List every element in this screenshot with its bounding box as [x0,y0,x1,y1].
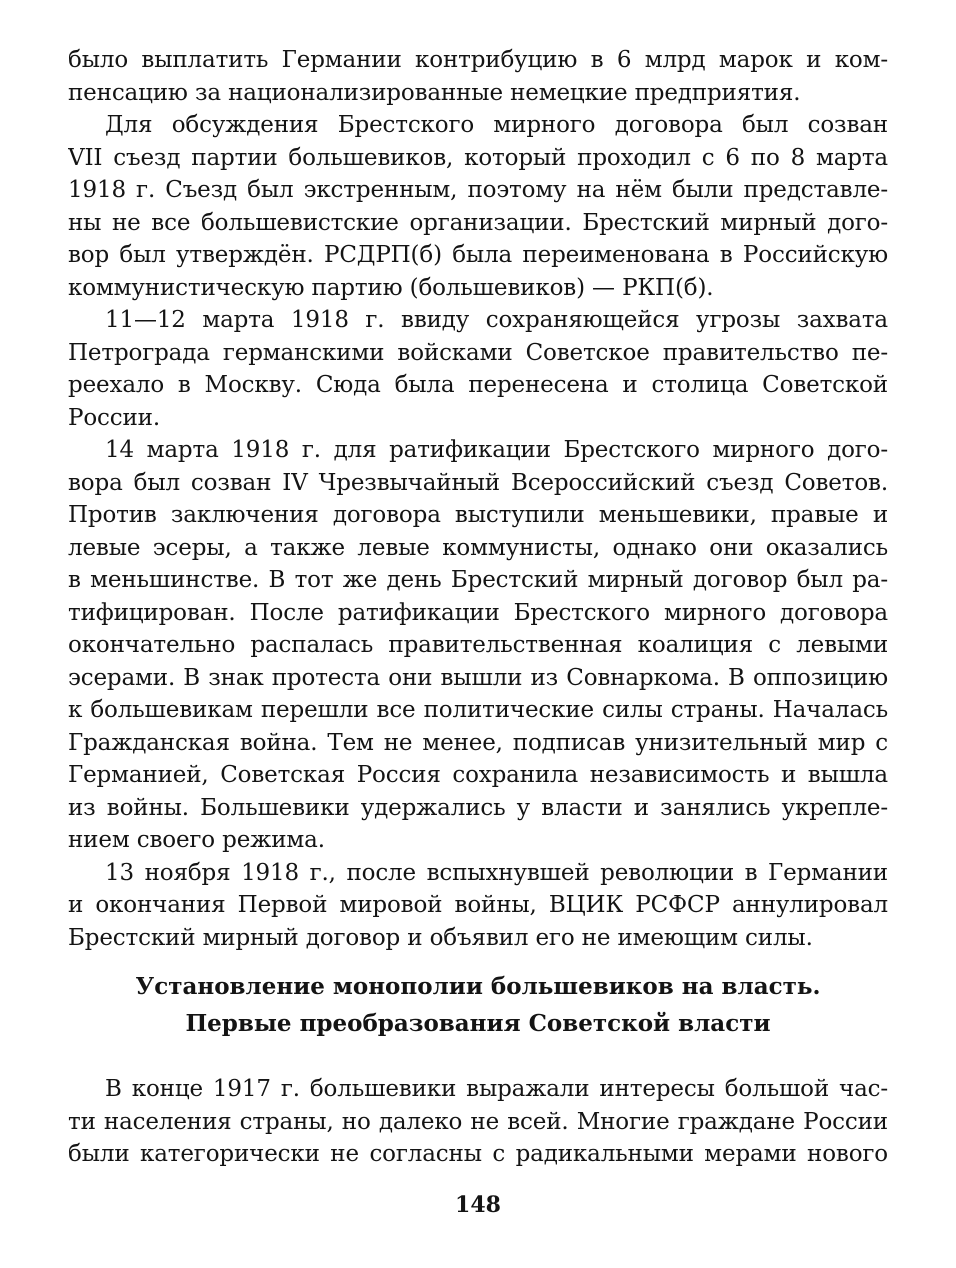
text-line: реехало в Москву. Сюда была перенесена и столица Советской [68,372,888,398]
text-line: и окончания Первой мировой войны, ВЦИК РСФСР аннулировал [68,892,888,918]
text-line: в меньшинстве. В тот же день Брестский мирный договор был ра- [68,567,888,593]
text-line: окончательно распалась правительственная коалиция с левыми [68,632,888,658]
text-line: 1918 г. Съезд был экстренным, поэтому на нём были представле- [68,177,888,203]
text-line: коммунистическую партию (большевиков) — РКП(б). [68,274,714,301]
text-line: были категорически не согласны с радикальными мерами нового [68,1141,888,1167]
section-heading-line-1: Установление монополии большевиков на власть. [135,973,821,1000]
text-line: Против заключения договора выступили меньшевики, правые и [68,502,888,528]
text-line: Брестский мирный договор и объявил его не имеющим силы. [68,924,813,951]
text-line: было выплатить Германии контрибуцию в 6 млрд марок и ком- [68,47,888,73]
text-line: вор был утверждён. РСДРП(б) была переименована в Российскую [68,242,888,268]
text-line: Для обсуждения Брестского мирного договора был созван [105,112,888,138]
text-line: Гражданская война. Тем не менее, подписав унизительный мир с [68,729,888,756]
section-text [68,1073,888,1171]
text-line: нием своего режима. [68,827,325,853]
text-line: 11—12 марта 1918 г. ввиду сохраняющейся угрозы захвата [105,307,888,333]
text-line: эсерами. В знак протеста они вышли из Совнаркома. В оппозицию [68,664,888,691]
section-heading [68,968,888,1042]
body-text [68,44,888,954]
text-line: вора был созван IV Чрезвычайный Всероссийский съезд Советов. [68,469,888,496]
text-line: VII съезд партии большевиков, который проходил с 6 по 8 марта [68,144,888,171]
page-number: 148 [455,1192,501,1218]
text-line: ны не все большевистские организации. Брестский мирный дого- [68,209,888,236]
section-heading-line-2: Первые преобразования Советской власти [185,1010,771,1037]
text-line: 13 ноября 1918 г., после вспыхнувшей революции в Германии [105,859,888,886]
text-line: В конце 1917 г. большевики выражали интересы большой час- [105,1076,888,1102]
text-line: ти населения страны, но далеко не всей. Многие граждане России [68,1108,888,1135]
text-line: Петрограда германскими войсками Советское правительство пе- [68,339,888,366]
text-line: из войны. Большевики удержались у власти и занялись укрепле- [68,794,888,821]
text-line: тифицирован. После ратификации Брестского мирного договора [68,599,888,626]
text-line: левые эсеры, а также левые коммунисты, однако они оказались [68,534,888,561]
text-line: России. [68,404,161,431]
text-line: Германией, Советская Россия сохранила независимость и вышла [68,762,888,788]
text-line: пенсацию за национализированные немецкие предприятия. [68,79,801,106]
text-line: 14 марта 1918 г. для ратификации Брестского мирного дого- [105,437,888,463]
text-line: к большевикам перешли все политические силы страны. Началась [68,697,888,723]
